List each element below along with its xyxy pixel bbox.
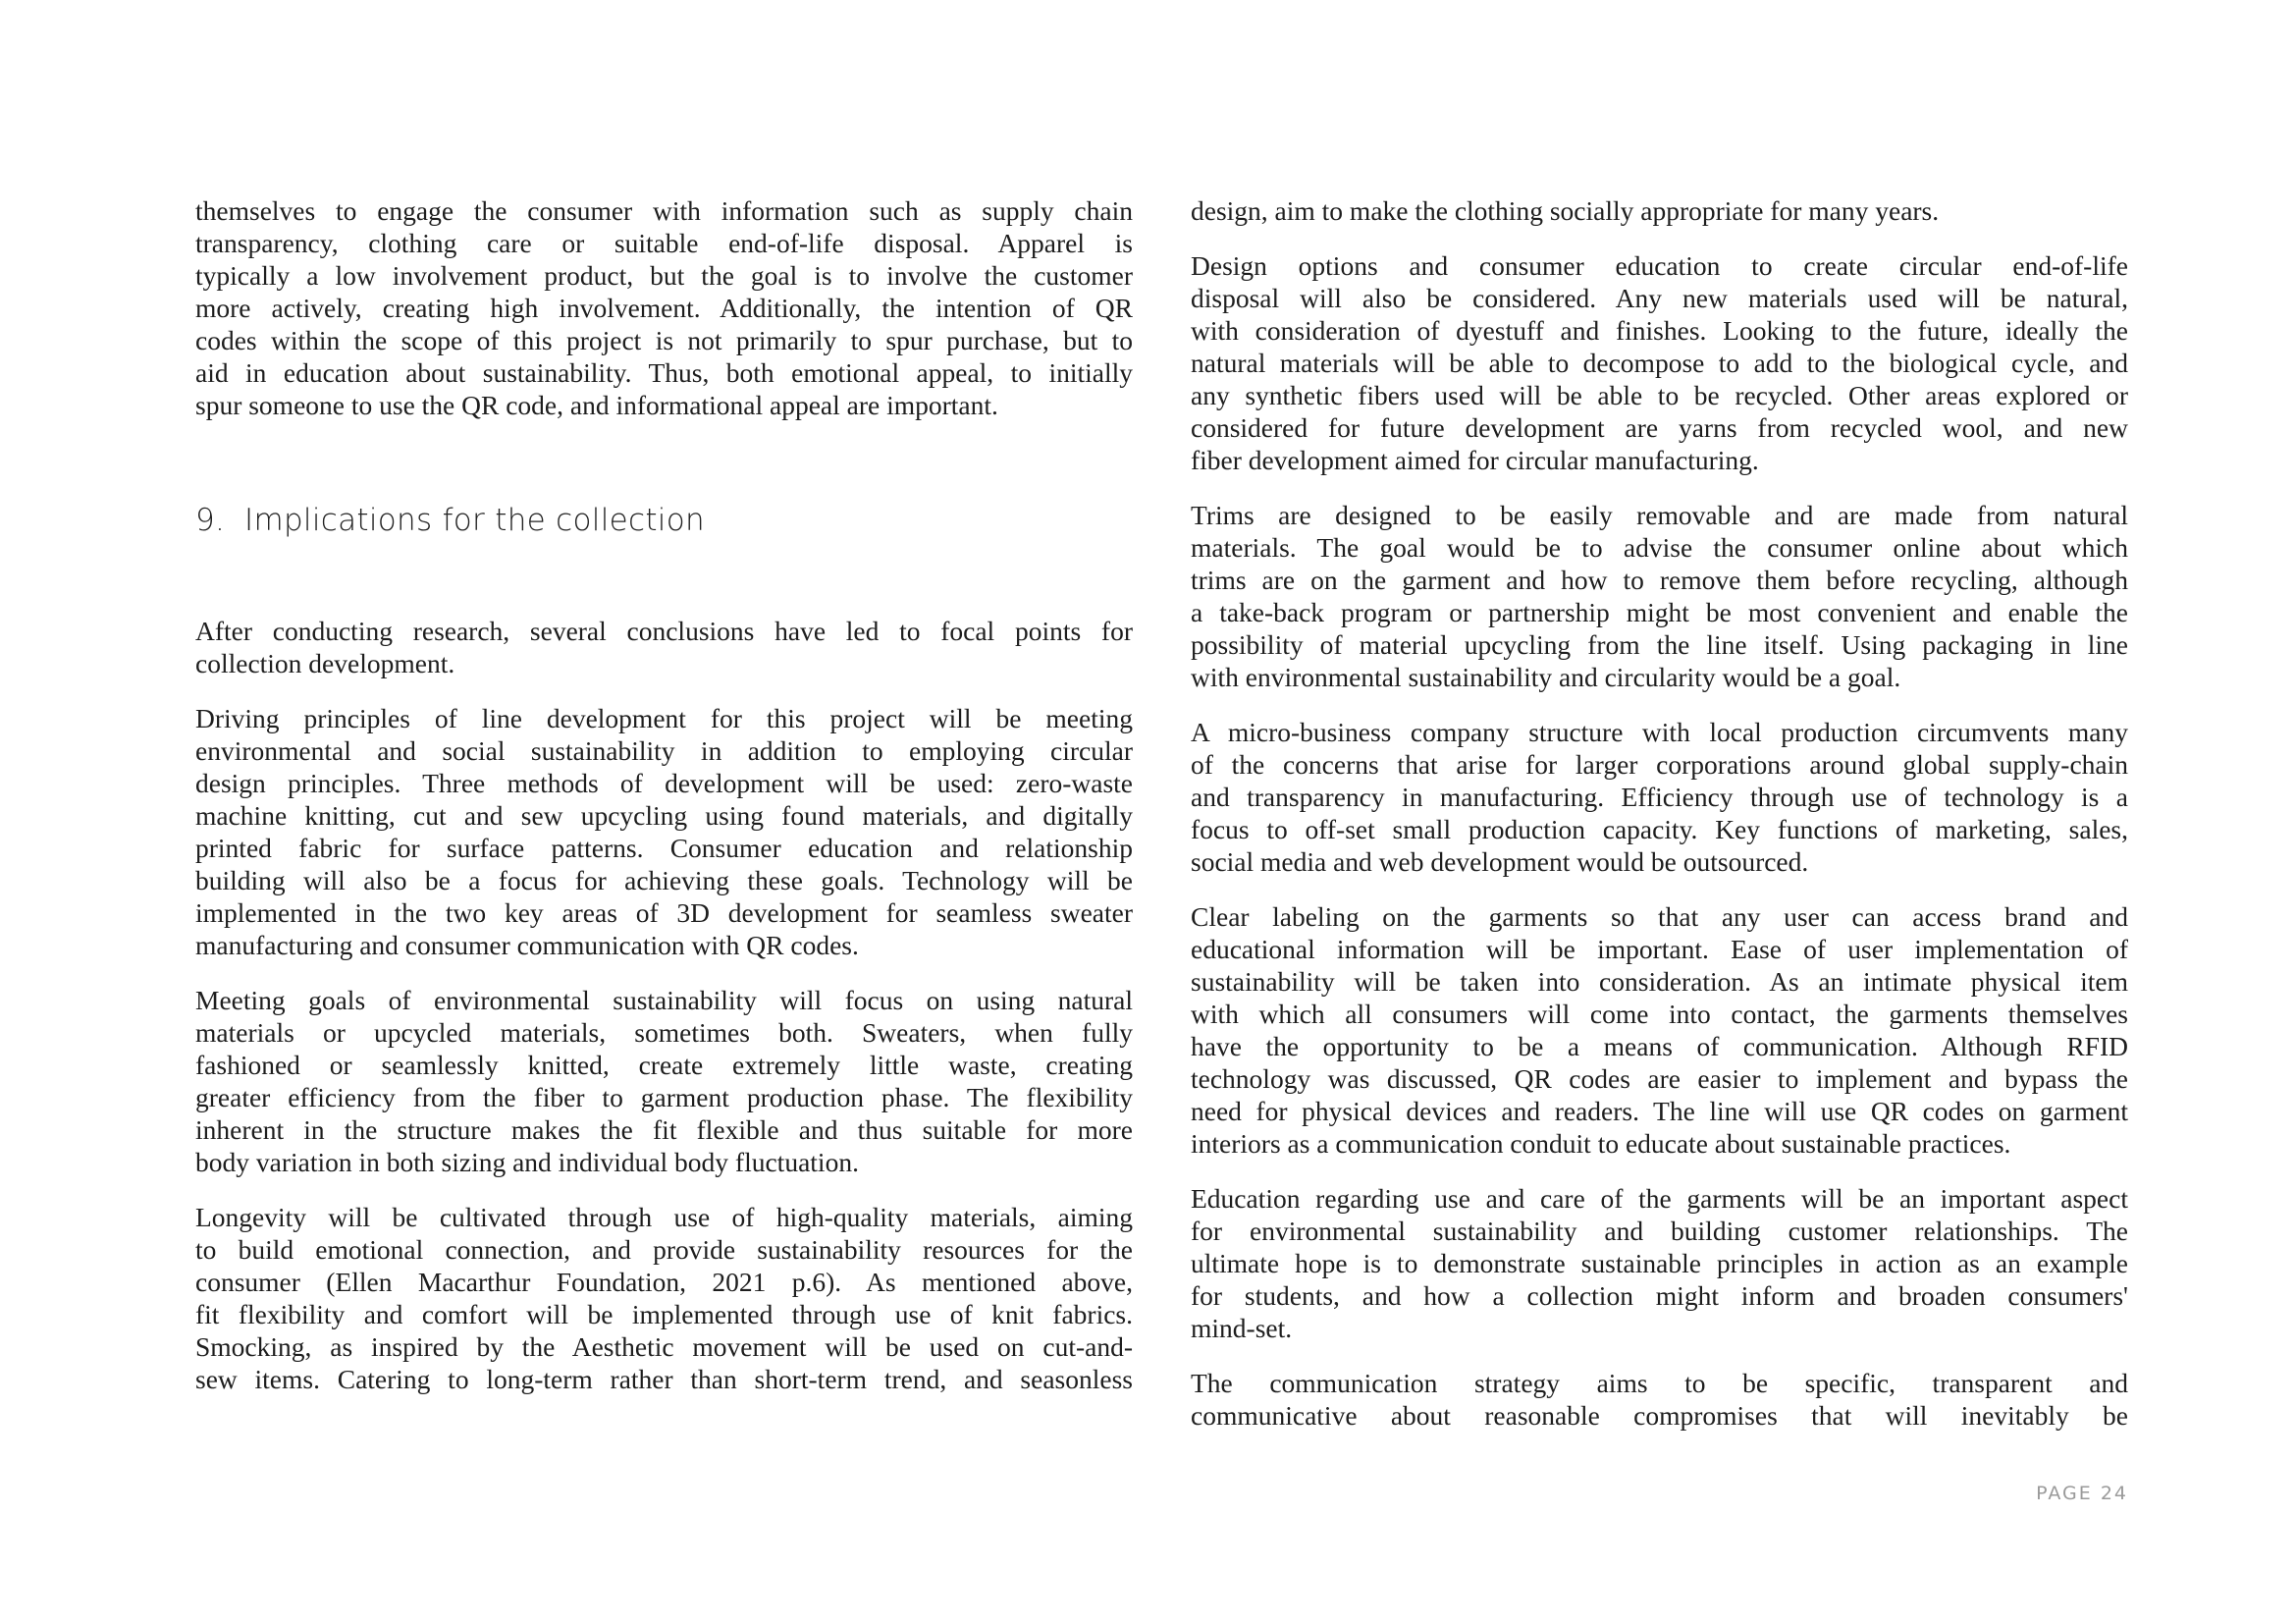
paragraph bbox=[195, 702, 1133, 961]
text-line: Trims are designed to be easily removable and are made from natural bbox=[1191, 500, 2128, 530]
text-line: spur someone to use the QR code, and informational appeal are important. bbox=[195, 390, 998, 420]
paragraph bbox=[1191, 1182, 2128, 1344]
text-line: fashioned or seamlessly knitted, create extremely little waste, creating bbox=[195, 1050, 1133, 1080]
paragraph bbox=[195, 615, 1133, 679]
paragraph bbox=[1191, 900, 2128, 1160]
text-line: of the concerns that arise for larger corporations around global supply-chain bbox=[1191, 749, 2128, 780]
text-line: interiors as a communication conduit to educate about sustainable practices. bbox=[1191, 1128, 2011, 1159]
text-line: trims are on the garment and how to remove them before recycling, although bbox=[1191, 565, 2128, 595]
text-line: Longevity will be cultivated through use of high-quality materials, aiming bbox=[195, 1202, 1133, 1232]
text-line: materials. The goal would be to advise the consumer online about which bbox=[1191, 532, 2128, 563]
text-line: The communication strategy aims to be specific, transparent and bbox=[1191, 1368, 2128, 1398]
text-line: Design options and consumer education to create circular end-of-life bbox=[1191, 250, 2128, 281]
section-title: Implications for the collection bbox=[244, 503, 705, 538]
text-line: machine knitting, cut and sew upcycling using found materials, and digitally bbox=[195, 800, 1133, 831]
text-line: sew items. Catering to long-term rather than short-term trend, and seasonless bbox=[195, 1364, 1133, 1394]
paragraph bbox=[1191, 249, 2128, 476]
text-line: Clear labeling on the garments so that any user can access brand and bbox=[1191, 901, 2128, 932]
text-line: social media and web development would be outsourced. bbox=[1191, 846, 1809, 877]
text-line: body variation in both sizing and individual body fluctuation. bbox=[195, 1147, 859, 1177]
text-line: Smocking, as inspired by the Aesthetic movement will be used on cut-and- bbox=[195, 1331, 1133, 1362]
text-line: and transparency in manufacturing. Efficiency through use of technology is a bbox=[1191, 782, 2128, 812]
text-line: inherent in the structure makes the fit flexible and thus suitable for more bbox=[195, 1114, 1133, 1145]
text-line: consumer (Ellen Macarthur Foundation, 2021 p.6). As mentioned above, bbox=[195, 1267, 1133, 1297]
text-line: for students, and how a collection might inform and broaden consumers' bbox=[1191, 1280, 2128, 1311]
text-line: with consideration of dyestuff and finishes. Looking to the future, ideally the bbox=[1191, 315, 2128, 346]
text-line: collection development. bbox=[195, 648, 455, 678]
text-line: environmental and social sustainability in addition to employing circular bbox=[195, 735, 1133, 766]
text-line: codes within the scope of this project is not primarily to spur purchase, but to bbox=[195, 325, 1133, 355]
text-line: materials or upcycled materials, sometimes both. Sweaters, when fully bbox=[195, 1017, 1133, 1048]
text-line: have the opportunity to be a means of communication. Although RFID bbox=[1191, 1031, 2128, 1061]
text-line: design, aim to make the clothing socially appropriate for many years. bbox=[1191, 195, 1940, 226]
text-line: printed fabric for surface patterns. Consumer education and relationship bbox=[195, 833, 1133, 863]
text-line: aid in education about sustainability. Thus, both emotional appeal, to initially bbox=[195, 357, 1133, 388]
paragraph bbox=[195, 194, 1133, 421]
text-line: technology was discussed, QR codes are easier to implement and bypass the bbox=[1191, 1063, 2128, 1094]
text-line: themselves to engage the consumer with information such as supply chain bbox=[195, 195, 1133, 226]
text-line: for environmental sustainability and building customer relationships. The bbox=[1191, 1216, 2128, 1246]
paragraph bbox=[1191, 194, 2128, 227]
text-line: typically a low involvement product, but the goal is to involve the customer bbox=[195, 260, 1133, 291]
text-line: fiber development aimed for circular manufacturing. bbox=[1191, 445, 1759, 475]
text-line: fit flexibility and comfort will be implemented through use of knit fabrics. bbox=[195, 1299, 1133, 1329]
paragraph bbox=[1191, 1367, 2128, 1432]
text-line: considered for future development are yarns from recycled wool, and new bbox=[1191, 412, 2128, 443]
text-line: building will also be a focus for achieving these goals. Technology will be bbox=[195, 865, 1133, 895]
paragraph bbox=[1191, 716, 2128, 878]
paragraph bbox=[195, 1201, 1133, 1395]
text-line: focus to off-set small production capacity. Key functions of marketing, sales, bbox=[1191, 814, 2128, 844]
text-line: educational information will be important. Ease of user implementation of bbox=[1191, 934, 2128, 964]
text-line: natural materials will be able to decompose to add to the biological cycle, and bbox=[1191, 348, 2128, 378]
text-line: After conducting research, several conclusions have led to focal points for bbox=[195, 616, 1133, 646]
text-line: possibility of material upcycling from the line itself. Using packaging in line bbox=[1191, 629, 2128, 660]
text-line: ultimate hope is to demonstrate sustainable principles in action as an example bbox=[1191, 1248, 2128, 1278]
text-line: any synthetic fibers used will be able to be recycled. Other areas explored or bbox=[1191, 380, 2128, 410]
text-line: manufacturing and consumer communication with QR codes. bbox=[195, 930, 859, 960]
text-line: with which all consumers will come into contact, the garments themselves bbox=[1191, 999, 2128, 1029]
text-line: a take-back program or partnership might be most convenient and enable the bbox=[1191, 597, 2128, 627]
text-line: greater efficiency from the fiber to garment production phase. The flexibility bbox=[195, 1082, 1133, 1112]
left-paragraphs-after bbox=[195, 615, 1133, 1395]
text-line: implemented in the two key areas of 3D development for seamless sweater bbox=[195, 897, 1133, 928]
paragraph bbox=[195, 984, 1133, 1178]
left-column bbox=[195, 194, 1133, 1418]
text-line: disposal will also be considered. Any new materials used will be natural, bbox=[1191, 283, 2128, 313]
text-line: communicative about reasonable compromises that will inevitably be bbox=[1191, 1400, 2128, 1431]
text-line: to build emotional connection, and provide sustainability resources for the bbox=[195, 1234, 1133, 1265]
text-line: Meeting goals of environmental sustainability will focus on using natural bbox=[195, 985, 1133, 1015]
left-paragraphs-before bbox=[195, 194, 1133, 421]
section-heading bbox=[195, 501, 1133, 540]
section-number: 9. bbox=[195, 503, 226, 538]
text-line: A micro-business company structure with local production circumvents many bbox=[1191, 717, 2128, 747]
text-line: more actively, creating high involvement. Additionally, the intention of QR bbox=[195, 293, 1133, 323]
text-line: Education regarding use and care of the garments will be an important aspect bbox=[1191, 1183, 2128, 1214]
page-number: PAGE 24 bbox=[2036, 1483, 2128, 1504]
text-line: transparency, clothing care or suitable end-of-life disposal. Apparel is bbox=[195, 228, 1133, 258]
right-column bbox=[1191, 194, 2128, 1454]
paragraph bbox=[1191, 499, 2128, 693]
text-line: mind-set. bbox=[1191, 1313, 1293, 1343]
text-line: design principles. Three methods of development will be used: zero-waste bbox=[195, 768, 1133, 798]
text-line: need for physical devices and readers. The line will use QR codes on garment bbox=[1191, 1096, 2128, 1126]
text-line: sustainability will be taken into consideration. As an intimate physical item bbox=[1191, 966, 2128, 997]
right-paragraphs bbox=[1191, 194, 2128, 1432]
text-line: Driving principles of line development for this project will be meeting bbox=[195, 703, 1133, 733]
text-line: with environmental sustainability and circularity would be a goal. bbox=[1191, 662, 1901, 692]
